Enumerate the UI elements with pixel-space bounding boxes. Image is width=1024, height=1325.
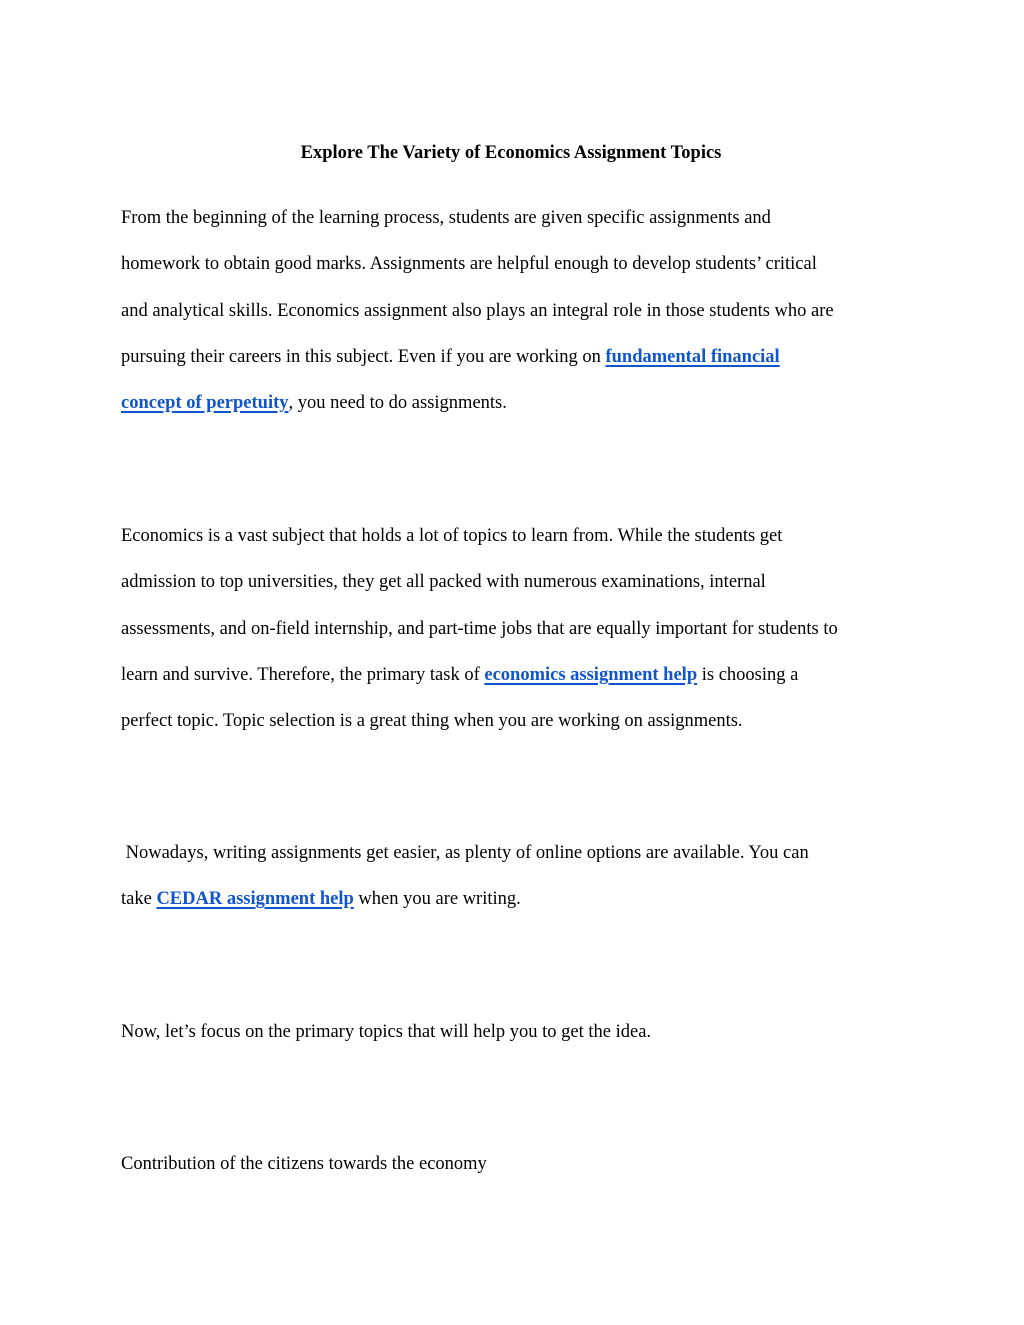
paragraph-line: perfect topic. Topic selection is a great thing when you are working on assignments. <box>121 711 743 732</box>
paragraph-line: and analytical skills. Economics assignment also plays an integral role in those students who are <box>121 300 834 321</box>
paragraph-text: , you need to do assignments. <box>288 393 507 414</box>
paragraph-text: learn and survive. Therefore, the primary task of <box>121 664 485 685</box>
paragraph-text: take <box>121 889 157 910</box>
paragraph-line: Economics is a vast subject that holds a lot of topics to learn from. While the students get <box>121 526 783 546</box>
economics-assignment-help-link[interactable]: economics assignment help <box>484 664 698 685</box>
perpetuity-link-part2[interactable]: concept of perpetuity <box>121 393 289 414</box>
cedar-assignment-help-link[interactable]: CEDAR assignment help <box>156 889 354 910</box>
paragraph-text: when you are writing. <box>353 889 521 910</box>
paragraph-topic-heading <box>121 1141 911 1187</box>
paragraph-online-options <box>121 830 911 923</box>
paragraph-line <box>121 876 911 922</box>
paragraph-focus <box>121 1009 911 1055</box>
paragraph-intro <box>121 195 911 426</box>
paragraph-text: pursuing their careers in this subject. Even if you are working on <box>121 346 606 367</box>
perpetuity-link-part1[interactable]: fundamental financial <box>605 346 780 367</box>
paragraph-line: Now, let’s focus on the primary topics that will help you to get the idea. <box>121 1022 652 1042</box>
paragraph-line: Contribution of the citizens towards the economy <box>121 1154 487 1174</box>
paragraph-text: is choosing a <box>697 664 799 685</box>
paragraph-line: From the beginning of the learning process, students are given specific assignments and <box>121 208 771 228</box>
paragraph-line <box>121 334 911 380</box>
paragraph-economics <box>121 513 911 744</box>
paragraph-line <box>121 380 911 426</box>
paragraph-line: admission to top universities, they get all packed with numerous examinations, internal <box>121 572 766 593</box>
document-title: Explore The Variety of Economics Assignment Topics <box>300 143 722 163</box>
paragraph-line: homework to obtain good marks. Assignments are helpful enough to develop students’ critical <box>121 254 817 275</box>
paragraph-line: Nowadays, writing assignments get easier, as plenty of online options are available. You can <box>121 843 809 863</box>
paragraph-line: assessments, and on-field internship, and part-time jobs that are equally important for students to <box>121 618 838 639</box>
paragraph-line <box>121 652 911 698</box>
